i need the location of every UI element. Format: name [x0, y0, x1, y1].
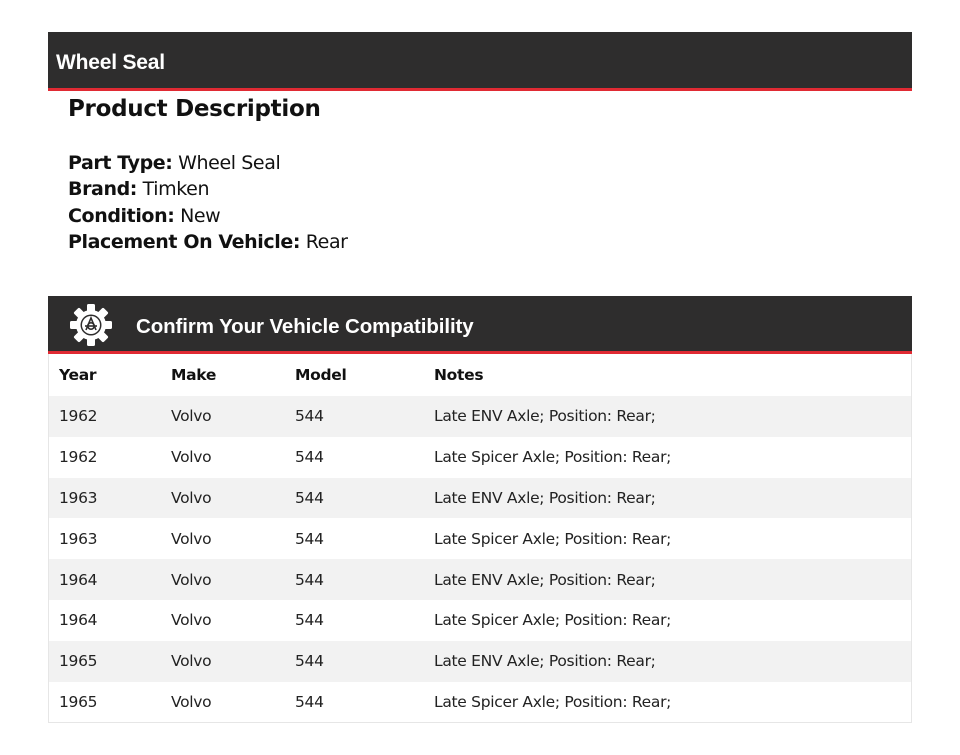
cell-notes: Late Spicer Axle; Position: Rear; — [434, 692, 672, 711]
cell-make: Volvo — [171, 652, 212, 671]
attribute-value: Rear — [305, 230, 348, 253]
cell-year: 1962 — [59, 407, 98, 426]
cell-model: 544 — [295, 488, 324, 507]
compatibility-title: Confirm Your Vehicle Compatibility — [136, 315, 474, 338]
attribute-label: Condition: — [68, 204, 175, 227]
cell-year: 1964 — [59, 570, 98, 589]
cell-make: Volvo — [171, 488, 212, 507]
attribute-label: Part Type: — [68, 152, 173, 174]
cell-notes: Late ENV Axle; Position: Rear; — [434, 652, 656, 671]
cell-make: Volvo — [171, 448, 212, 467]
cell-make: Volvo — [171, 570, 212, 589]
attribute-brand — [68, 176, 348, 202]
cell-year: 1965 — [59, 652, 98, 671]
compatibility-table-container — [48, 354, 912, 723]
cell-make: Volvo — [171, 407, 212, 426]
cell-notes: Late Spicer Axle; Position: Rear; — [434, 529, 672, 548]
cell-model: 544 — [295, 611, 324, 630]
cell-notes: Late Spicer Axle; Position: Rear; — [434, 611, 672, 630]
product-title-bar — [48, 32, 912, 91]
cell-notes: Late Spicer Axle; Position: Rear; — [434, 448, 672, 467]
cell-notes: Late ENV Axle; Position: Rear; — [434, 488, 656, 507]
table-row — [49, 641, 911, 682]
column-header-make: Make — [171, 366, 217, 384]
cell-year: 1964 — [59, 611, 98, 630]
attribute-value: Wheel Seal — [178, 152, 281, 174]
table-header-row — [49, 354, 911, 396]
cell-model: 544 — [295, 570, 324, 589]
attribute-value: New — [180, 204, 221, 227]
cell-model: 544 — [295, 652, 324, 671]
table-row — [49, 682, 911, 723]
table-row — [49, 600, 911, 641]
table-body — [49, 396, 911, 722]
cell-notes: Late ENV Axle; Position: Rear; — [434, 407, 656, 426]
product-attributes — [68, 150, 348, 255]
cell-model: 544 — [295, 407, 324, 426]
table-row — [49, 559, 911, 600]
cell-make: Volvo — [171, 529, 212, 548]
cell-model: 544 — [295, 448, 324, 467]
column-header-model: Model — [295, 366, 347, 384]
table-row — [49, 437, 911, 478]
attribute-label: Placement On Vehicle: — [68, 230, 301, 253]
table-row — [49, 396, 911, 437]
attribute-part-type — [68, 150, 348, 176]
cell-model: 544 — [295, 692, 324, 711]
cell-model: 544 — [295, 529, 324, 548]
cell-notes: Late ENV Axle; Position: Rear; — [434, 570, 656, 589]
compatibility-header-bar — [48, 296, 912, 354]
cell-year: 1965 — [59, 692, 98, 711]
table-row — [49, 518, 911, 559]
attribute-condition — [68, 203, 348, 229]
product-description-heading: Product Description — [68, 96, 321, 122]
product-title: Wheel Seal — [56, 51, 165, 74]
cell-make: Volvo — [171, 692, 212, 711]
column-header-notes: Notes — [434, 366, 484, 384]
attribute-value: Timken — [142, 178, 210, 201]
table-row — [49, 478, 911, 519]
attribute-label: Brand: — [68, 178, 137, 201]
gear-icon — [70, 304, 112, 346]
compatibility-table — [49, 354, 911, 722]
attribute-placement — [68, 229, 348, 255]
cell-year: 1962 — [59, 448, 98, 467]
cell-year: 1963 — [59, 529, 98, 548]
column-header-year: Year — [59, 366, 97, 384]
cell-year: 1963 — [59, 488, 98, 507]
cell-make: Volvo — [171, 611, 212, 630]
